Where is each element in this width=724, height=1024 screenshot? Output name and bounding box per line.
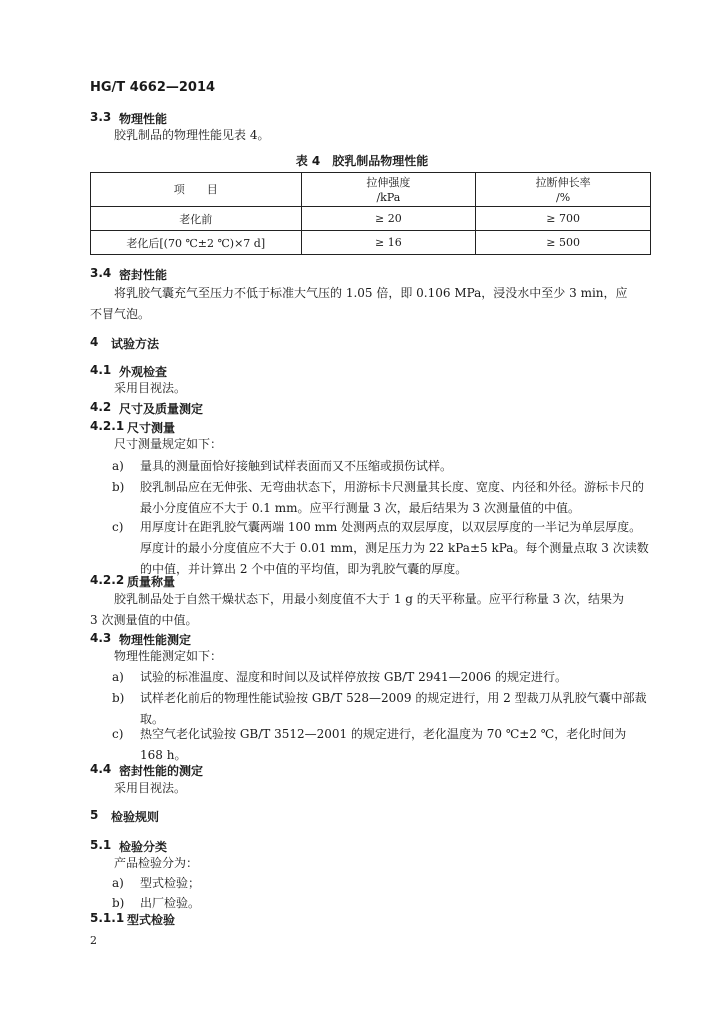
list-item: 量具的测量面恰好接触到试样表面而又不压缩或损伤试样。 bbox=[140, 459, 453, 473]
table-caption: 表 4 胶乳制品物理性能 bbox=[295, 154, 429, 168]
section-number: 3.3 bbox=[90, 110, 112, 124]
section-number: 5.1.1 bbox=[90, 911, 125, 925]
list-label: b) bbox=[112, 896, 125, 910]
list-label: b) bbox=[112, 480, 125, 494]
section-title: 质量称量 bbox=[127, 575, 176, 589]
list-label: c) bbox=[112, 727, 124, 741]
table-cell: 老化前 bbox=[91, 207, 302, 231]
table-cell: 老化后[(70 ℃±2 ℃)×7 d] bbox=[91, 231, 302, 255]
section-number: 4 bbox=[90, 335, 99, 349]
paragraph-line: 3 次测量值的中值。 bbox=[90, 613, 198, 627]
section-number: 5 bbox=[90, 808, 99, 822]
table-header-cell bbox=[301, 173, 476, 207]
section-number: 4.1 bbox=[90, 363, 112, 377]
table-cell: ≥ 500 bbox=[476, 231, 651, 255]
standard-id: HG/T 4662—2014 bbox=[90, 80, 216, 95]
section-title: 尺寸测量 bbox=[127, 421, 176, 435]
table-header-cell: 项 目 bbox=[91, 173, 302, 207]
section-number: 4.2.1 bbox=[90, 419, 125, 433]
section-number: 4.2.2 bbox=[90, 573, 125, 587]
paragraph: 采用目视法。 bbox=[114, 781, 187, 795]
section-title: 型式检验 bbox=[127, 913, 176, 927]
section-title: 密封性能的测定 bbox=[119, 764, 204, 778]
paragraph-line: 胶乳制品处于自然干燥状态下，用最小刻度值不大于 1 g 的天平称量。应平行称量 3 次，结果为 bbox=[114, 592, 625, 606]
section-number: 4.4 bbox=[90, 762, 112, 776]
table-row bbox=[91, 207, 651, 231]
header-line: 拉伸强度 bbox=[366, 175, 411, 189]
paragraph: 物理性能测定如下： bbox=[114, 649, 223, 663]
table-header-row bbox=[91, 173, 651, 207]
list-label: c) bbox=[112, 520, 124, 534]
list-item: 型式检验； bbox=[140, 876, 201, 890]
section-title: 尺寸及质量测定 bbox=[119, 402, 204, 416]
section-number: 4.3 bbox=[90, 631, 112, 645]
section-title: 检验分类 bbox=[119, 840, 168, 854]
section-title: 物理性能测定 bbox=[119, 633, 192, 647]
page-number: 2 bbox=[90, 934, 97, 947]
list-label: a) bbox=[112, 670, 124, 684]
list-item: 用厚度计在距乳胶气囊两端 100 mm 处测两点的双层厚度，以双层厚度的一半记为单层厚度。厚度计的最小分度值应不大于 0.01 mm，测足压力为 22 kPa±5 kPa。每个测量点取 3 次读数的中值，并计算出 2 个中值的平均值，即为乳胶气囊的厚度。 bbox=[140, 520, 649, 576]
paragraph: 采用目视法。 bbox=[114, 381, 187, 395]
list-item: 试验的标准温度、湿度和时间以及试样停放按 GB/T 2941—2006 的规定进行。 bbox=[140, 670, 567, 684]
list-item: 胶乳制品应在无伸张、无弯曲状态下，用游标卡尺测量其长度、宽度、内径和外径。游标卡尺的最小分度值应不大于 0.1 mm。应平行测量 3 次，最后结果为 3 次测量值的中值。 bbox=[140, 480, 645, 515]
section-title: 检验规则 bbox=[111, 810, 160, 824]
header-unit: /kPa bbox=[376, 190, 401, 204]
list-label: a) bbox=[112, 459, 124, 473]
paragraph-line: 不冒气泡。 bbox=[90, 307, 151, 321]
section-number: 5.1 bbox=[90, 838, 112, 852]
paragraph-line: 将乳胶气囊充气至压力不低于标准大气压的 1.05 倍，即 0.106 MPa，浸没水中至少 3 min，应 bbox=[114, 286, 628, 300]
list-label: a) bbox=[112, 876, 124, 890]
section-number: 3.4 bbox=[90, 266, 112, 280]
properties-table bbox=[90, 172, 651, 255]
section-title: 外观检查 bbox=[119, 365, 168, 379]
list-item: 试样老化前后的物理性能试验按 GB/T 528—2009 的规定进行，用 2 型裁刀从乳胶气囊中部裁取。 bbox=[140, 691, 647, 726]
paragraph: 胶乳制品的物理性能见表 4。 bbox=[114, 128, 270, 142]
table-row bbox=[91, 231, 651, 255]
section-title: 试验方法 bbox=[111, 337, 160, 351]
table-header-cell bbox=[476, 173, 651, 207]
table-cell: ≥ 20 bbox=[301, 207, 476, 231]
table-cell: ≥ 700 bbox=[476, 207, 651, 231]
paragraph: 尺寸测量规定如下： bbox=[114, 437, 223, 451]
paragraph: 产品检验分为： bbox=[114, 856, 199, 870]
table-cell: ≥ 16 bbox=[301, 231, 476, 255]
section-number: 4.2 bbox=[90, 400, 112, 414]
list-item: 热空气老化试验按 GB/T 3512—2001 的规定进行，老化温度为 70 ℃±2 ℃，老化时间为 168 h。 bbox=[140, 727, 627, 762]
section-title: 物理性能 bbox=[119, 112, 168, 126]
list-label: b) bbox=[112, 691, 125, 705]
header-unit: /% bbox=[556, 190, 571, 204]
section-title: 密封性能 bbox=[119, 268, 168, 282]
list-item: 出厂检验。 bbox=[140, 896, 201, 910]
header-line: 拉断伸长率 bbox=[535, 175, 591, 189]
